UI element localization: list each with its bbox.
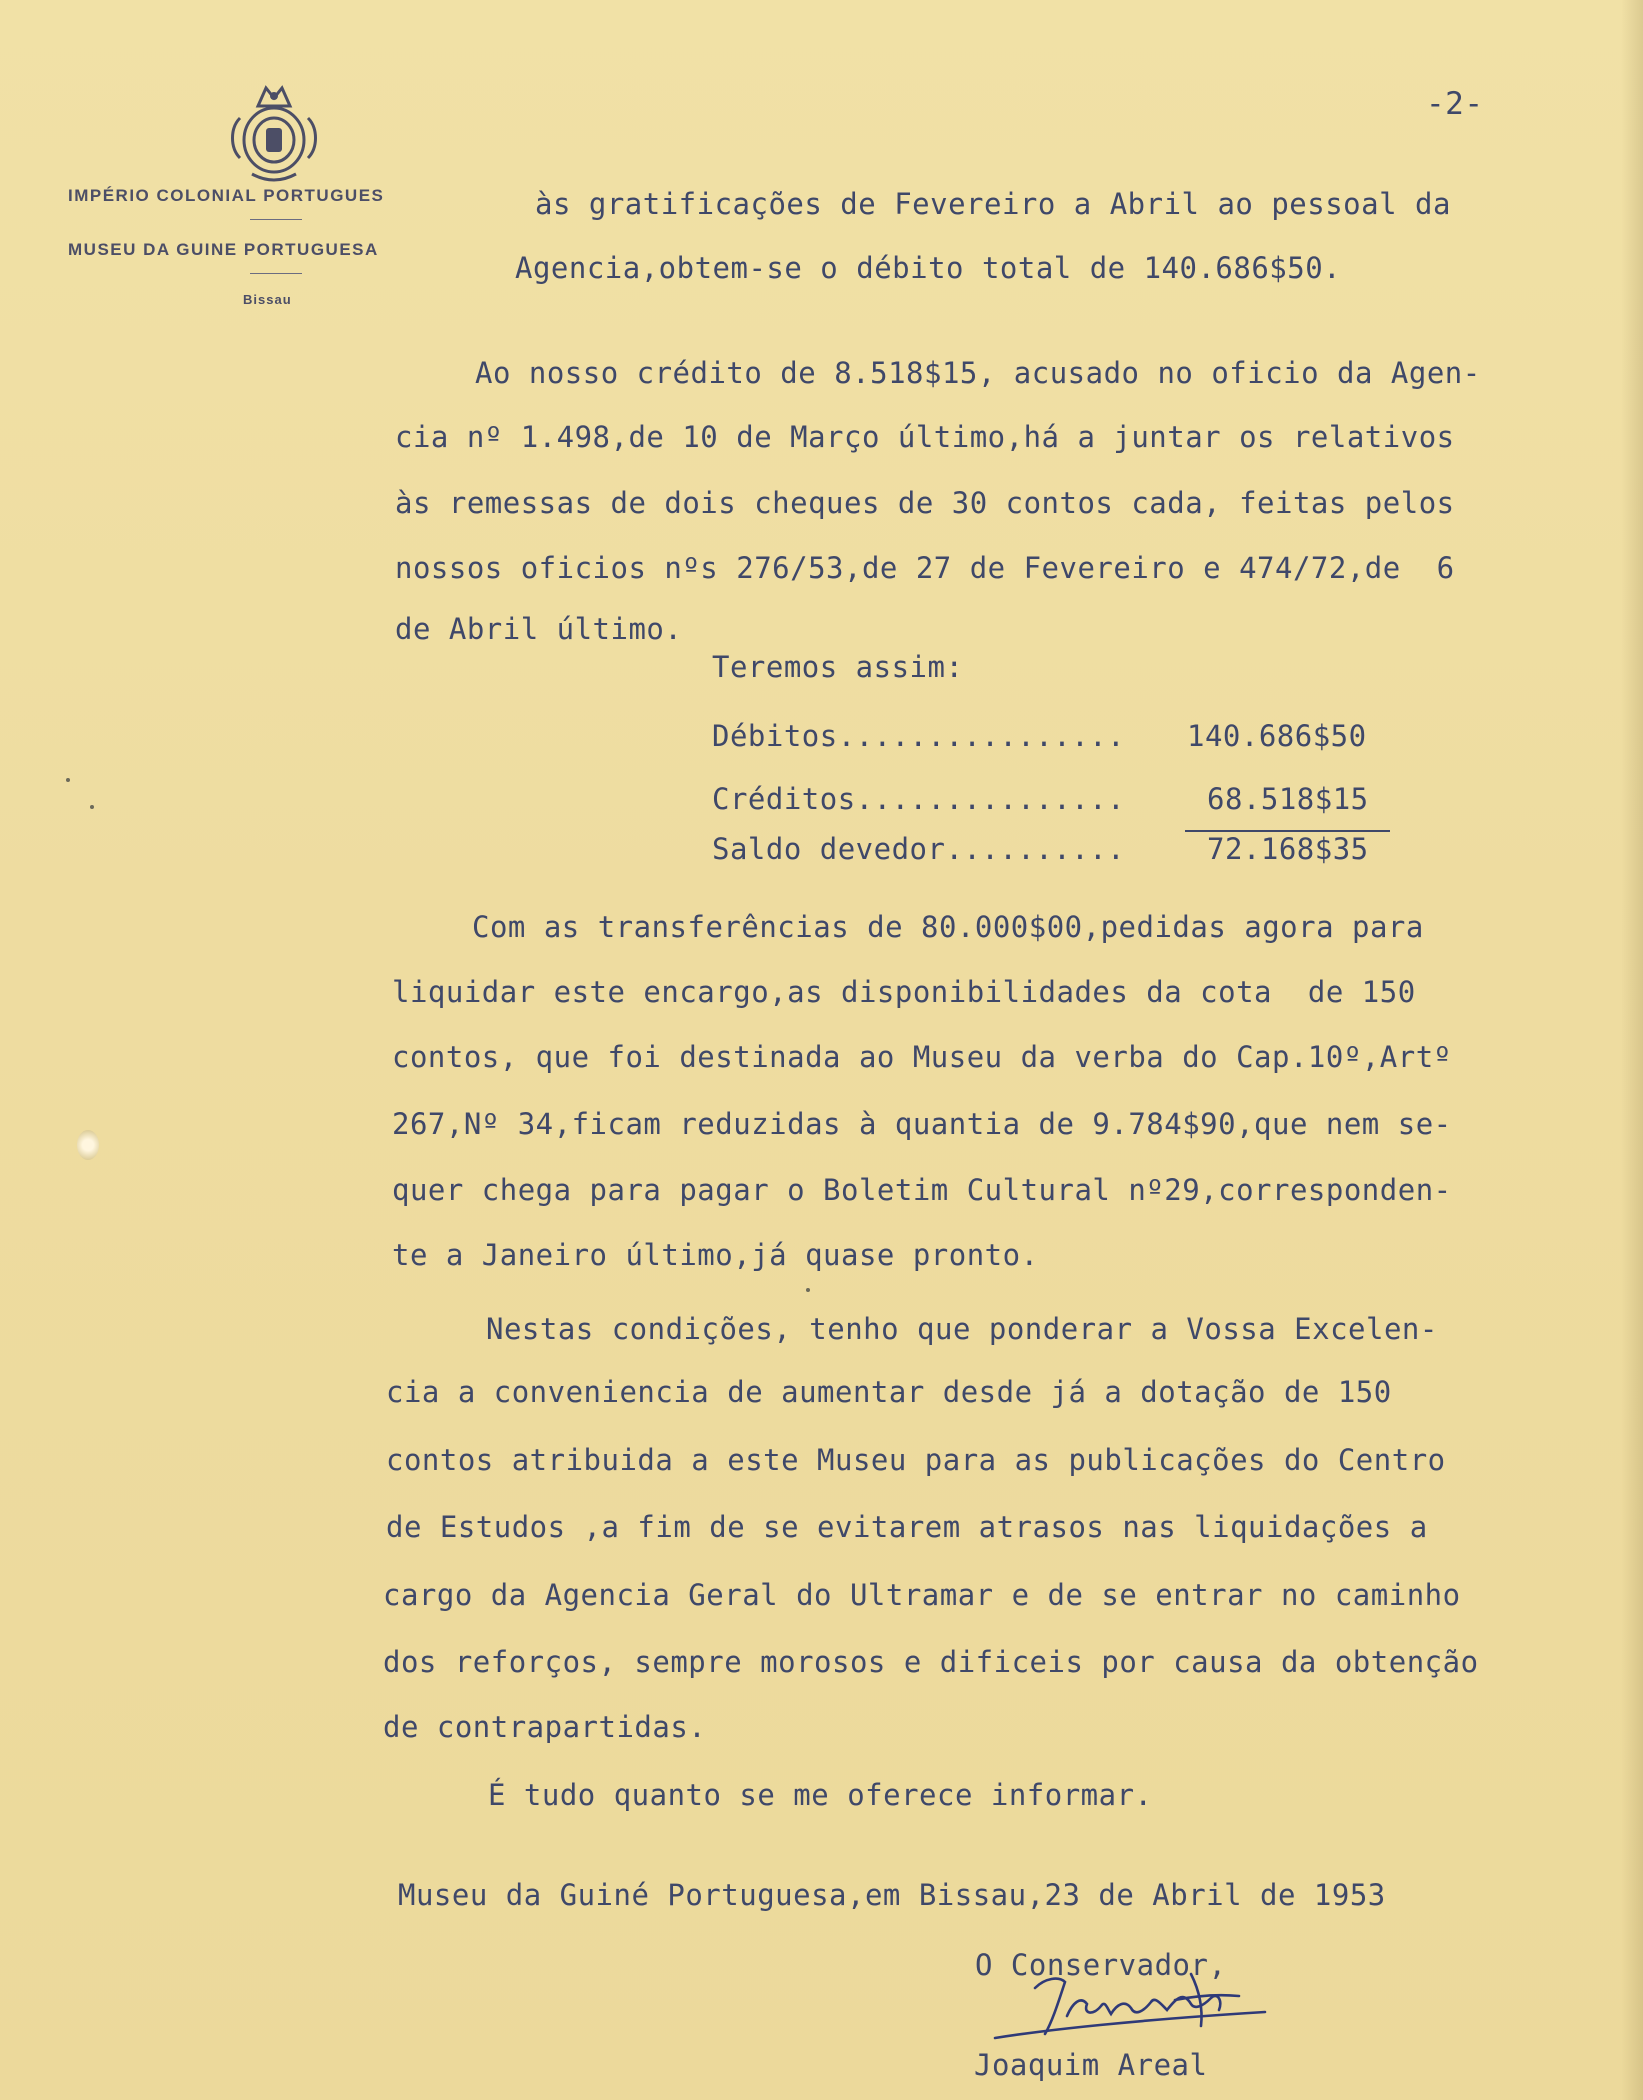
text-line: de Estudos ,a fim de se evitarem atrasos nas liquidações a — [386, 1510, 1428, 1544]
text-line: cargo da Agencia Geral do Ultramar e de se entrar no caminho — [383, 1578, 1461, 1612]
punch-hole — [77, 1130, 99, 1160]
summary-label-debitos: Débitos................ — [712, 719, 1126, 753]
letterhead-divider — [250, 219, 302, 220]
text-line: cia nº 1.498,de 10 de Março último,há a juntar os relativos — [395, 420, 1455, 454]
paper-edge-shadow — [1621, 0, 1643, 2100]
text-line: Agencia,obtem-se o débito total de 140.686$50. — [515, 251, 1342, 285]
letterhead-line-1: IMPÉRIO COLONIAL PORTUGUES — [68, 186, 385, 205]
text-line: dos reforços, sempre morosos e dificeis por causa da obtenção — [383, 1645, 1479, 1679]
text-line: nossos oficios nºs 276/53,de 27 de Fevereiro e 474/72,de 6 — [395, 551, 1455, 585]
summary-value-creditos: 68.518$15 — [1207, 782, 1369, 816]
paper-speck — [90, 805, 94, 809]
summary-label-saldo: Saldo devedor.......... — [712, 832, 1126, 866]
text-line: cia a conveniencia de aumentar desde já a dotação de 150 — [386, 1375, 1392, 1409]
paper-speck — [806, 1288, 810, 1292]
text-line: de contrapartidas. — [383, 1710, 707, 1744]
text-line: liquidar este encargo,as disponibilidades da cota de 150 — [392, 975, 1416, 1009]
text-line: Com as transferências de 80.000$00,pedidas agora para — [472, 910, 1424, 944]
summary-label-creditos: Créditos............... — [712, 782, 1126, 816]
letterhead-city: Bissau — [243, 292, 292, 307]
letterhead-line-2: MUSEU DA GUINE PORTUGUESA — [68, 240, 379, 259]
handwritten-signature — [955, 1960, 1285, 2050]
text-line: às remessas de dois cheques de 30 contos cada, feitas pelos — [395, 486, 1455, 520]
page-number: -2- — [1426, 86, 1484, 122]
place-date-line: Museu da Guiné Portuguesa,em Bissau,23 de Abril de 1953 — [398, 1878, 1386, 1912]
text-line: às gratificações de Fevereiro a Abril ao pessoal da — [535, 187, 1451, 221]
summary-intro: Teremos assim: — [712, 650, 964, 684]
text-line: quer chega para pagar o Boletim Cultural nº29,corresponden- — [392, 1173, 1452, 1207]
text-line: É tudo quanto se me oferece informar. — [488, 1778, 1153, 1812]
letterhead-divider — [250, 273, 302, 274]
text-line: Nestas condições, tenho que ponderar a Vossa Excelen- — [486, 1312, 1438, 1346]
summary-value-saldo: 72.168$35 — [1207, 832, 1369, 866]
text-line: Ao nosso crédito de 8.518$15, acusado no oficio da Agen- — [475, 356, 1481, 390]
coat-of-arms-icon — [222, 78, 326, 188]
text-line: de Abril último. — [395, 612, 683, 646]
text-line: contos atribuida a este Museu para as publicações do Centro — [386, 1443, 1446, 1477]
summary-value-debitos: 140.686$50 — [1187, 719, 1367, 753]
signatory-name: Joaquim Areal — [974, 2048, 1208, 2082]
signatory-role: O Conservador, — [975, 1948, 1227, 1982]
text-line: te a Janeiro último,já quase pronto. — [392, 1238, 1039, 1272]
text-line: 267,Nº 34,ficam reduzidas à quantia de 9.784$90,que nem se- — [392, 1107, 1452, 1141]
text-line: contos, que foi destinada ao Museu da verba do Cap.10º,Artº — [392, 1040, 1452, 1074]
paper-speck — [66, 778, 70, 782]
